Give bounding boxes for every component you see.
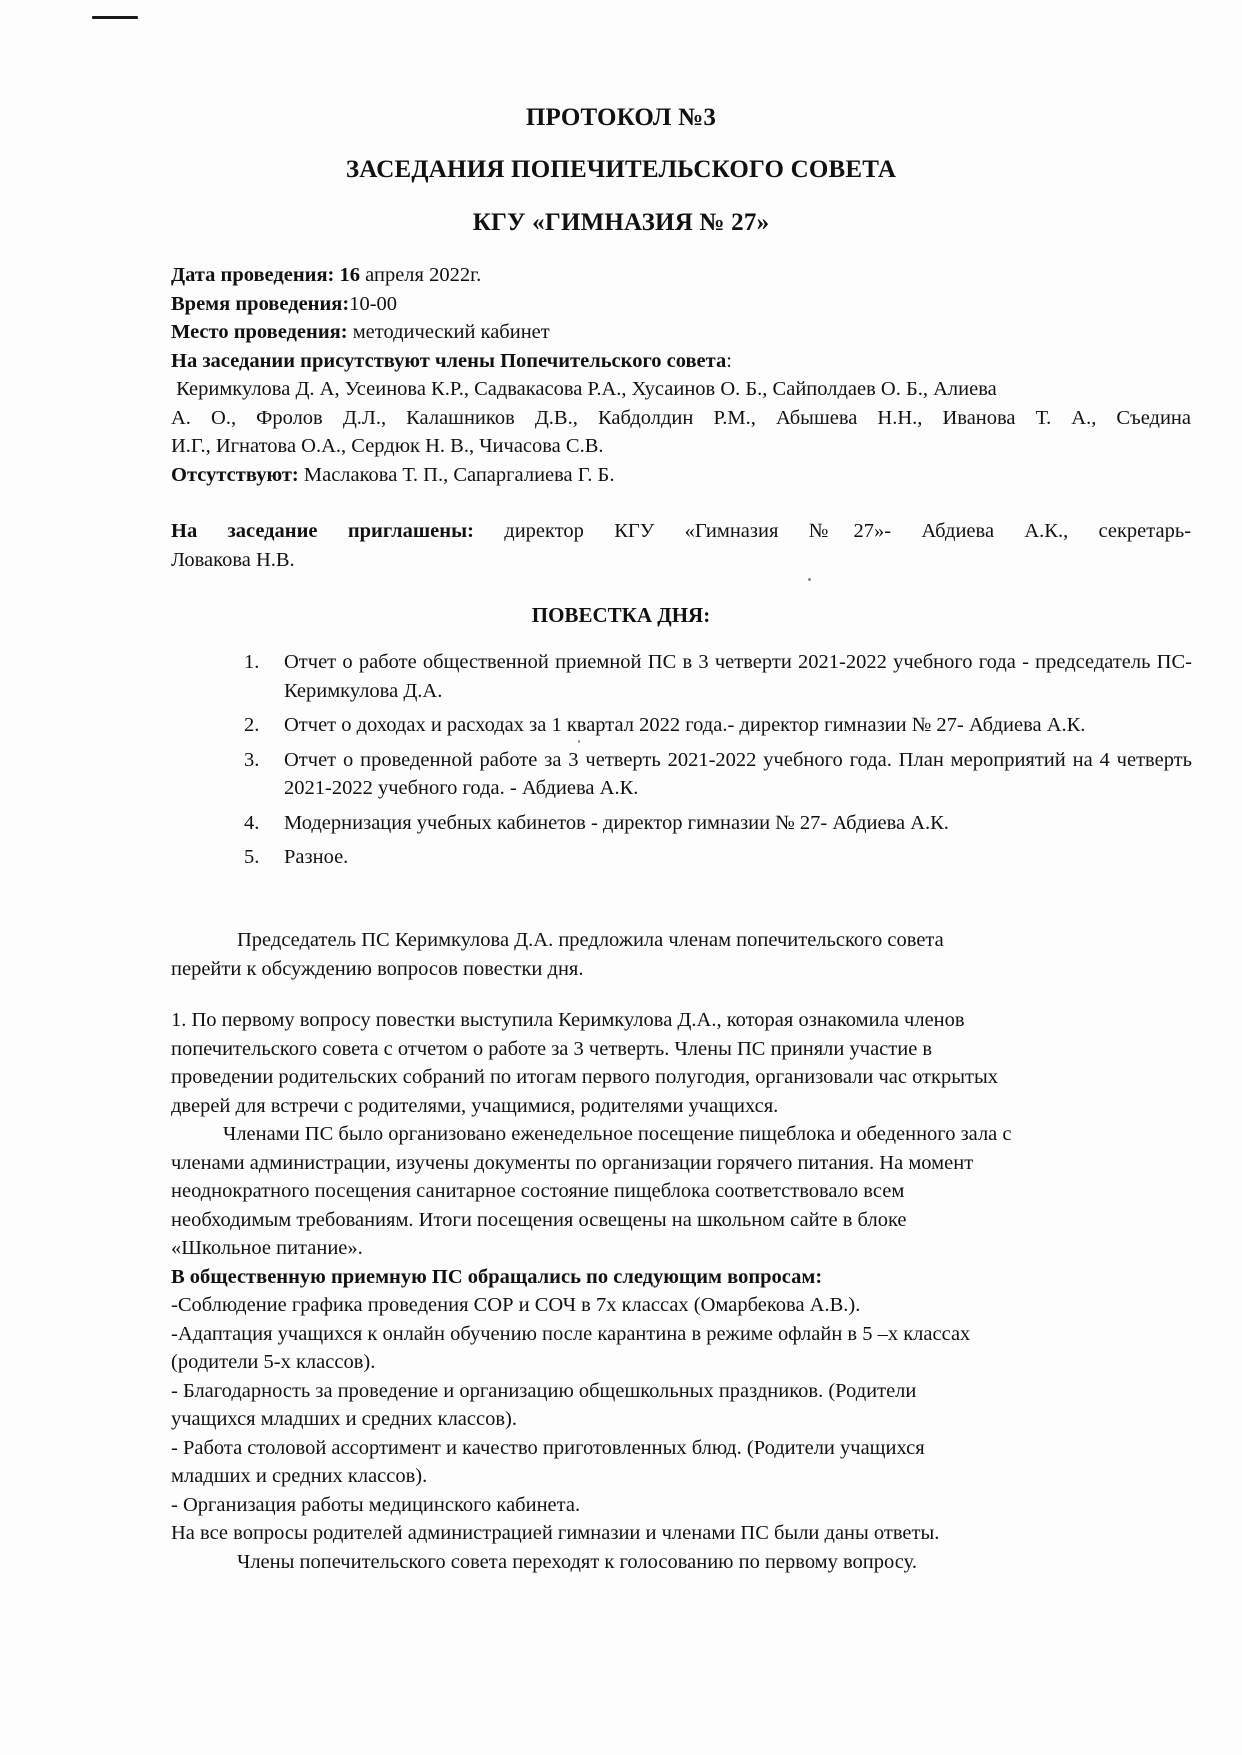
invited-line-2: Ловакова Н.В. xyxy=(171,548,295,571)
agenda-item xyxy=(244,711,1192,740)
present-line: И.Г., Игнатова О.А., Сердюк Н. В., Чичасова С.В. xyxy=(171,435,604,457)
agenda-number: 2. xyxy=(244,714,260,736)
present-line: Керимкулова Д. А, Усеинова К.Р., Садвакасова Р.А., Хусаинов О. Б., Сайполдаев О. Б., Алиева xyxy=(171,378,997,400)
absent-label: Отсутствуют: xyxy=(171,463,299,486)
place-line xyxy=(171,318,1191,347)
date-rest: апреля 2022г. xyxy=(365,264,482,286)
present-label: На заседании присутствуют члены Попечительского совета xyxy=(171,349,727,372)
invited-value: директор КГУ «Гимназия №27»- Абдиева А.К., секретарь- xyxy=(504,520,1192,542)
date-label: Дата проведения: xyxy=(171,264,335,286)
reception-line: -Соблюдение графика проведения СОР и СОЧ в 7х классах (Омарбекова А.В.). xyxy=(171,1294,861,1316)
question-1-paragraph xyxy=(171,1006,1191,1576)
chair-paragraph xyxy=(171,926,1191,983)
time-label: Время проведения: xyxy=(171,292,350,315)
reception-line: (родители 5-х классов). xyxy=(171,1351,376,1373)
agenda-item xyxy=(244,843,1192,872)
paragraph-line: неоднократного посещения санитарное состояние пищеблока соответствовало всем xyxy=(171,1180,905,1202)
present-heading xyxy=(171,347,1191,376)
invited-label: На заседание приглашены: xyxy=(171,520,474,542)
reception-line: - Организация работы медицинского кабинета. xyxy=(171,1493,581,1516)
chair-line: перейти к обсуждению вопросов повестки дня. xyxy=(171,957,584,980)
agenda-number: 3. xyxy=(244,748,260,771)
present-colon: : xyxy=(726,349,732,372)
meeting-title: ЗАСЕДАНИЯ ПОПЕЧИТЕЛЬСКОГО СОВЕТА xyxy=(345,156,897,183)
reception-line: - Работа столовой ассортимент и качество приготовленных блюд. (Родители учащихся xyxy=(171,1436,925,1459)
agenda-number: 5. xyxy=(244,846,260,868)
chair-line: Председатель ПС Керимкулова Д.А. предложила членам попечительского совета xyxy=(237,929,944,951)
meta-block xyxy=(171,261,1191,489)
paragraph-line: проведении родительских собраний по итогам первого полугодия, организовали час открытых xyxy=(171,1066,998,1088)
reception-line: младших и средних классов). xyxy=(171,1465,428,1487)
date-line xyxy=(171,261,1191,290)
reception-line: учащихся младших и средних классов). xyxy=(171,1408,517,1430)
organization-title: КГУ «ГИМНАЗИЯ № 27» xyxy=(472,209,770,236)
time-value: 10-00 xyxy=(349,292,398,315)
reception-line: -Адаптация учащихся к онлайн обучению после карантина в режиме офлайн в 5 –х классах xyxy=(171,1322,971,1345)
present-line: А. О., Фролов Д.Л., Калашников Д.В., Кабдолдин Р.М., Абышева Н.Н., Иванова Т. А., Съедина xyxy=(171,406,1191,429)
paragraph-line: «Школьное питание». xyxy=(171,1237,363,1259)
paragraph-line: 1. По первому вопросу повестки выступила Керимкулова Д.А., которая ознакомила членов xyxy=(171,1009,965,1031)
agenda-text: Отчет о доходах и расходах за 1 квартал 2022 года.- директор гимназии № 27- Абдиева А.К. xyxy=(284,714,1086,736)
agenda-title: ПОВЕСТКА ДНЯ: xyxy=(531,603,711,627)
vote-line: Члены попечительского совета переходят к голосованию по первому вопросу. xyxy=(237,1550,917,1573)
place-label: Место проведения: xyxy=(171,321,348,343)
agenda-item xyxy=(244,809,1192,838)
reception-line: На все вопросы родителей администрацией гимназии и членами ПС были даны ответы. xyxy=(171,1522,940,1544)
scan-speck xyxy=(808,578,811,581)
absent-line xyxy=(171,461,1191,490)
absent-value: Маслакова Т. П., Сапаргалиева Г. Б. xyxy=(303,463,615,486)
agenda-item xyxy=(244,648,1192,705)
scan-mark xyxy=(92,16,138,19)
time-line xyxy=(171,290,1191,319)
place-value: методический кабинет xyxy=(352,321,550,343)
agenda-item xyxy=(244,746,1192,803)
agenda-list xyxy=(244,648,1192,878)
paragraph-line: необходимым требованиям. Итоги посещения освещены на школьном сайте в блоке xyxy=(171,1208,907,1231)
agenda-number: 4. xyxy=(244,811,260,834)
paragraph-line: Членами ПС было организовано еженедельное посещение пищеблока и обеденного зала с xyxy=(223,1123,1012,1145)
agenda-number: 1. xyxy=(244,651,260,673)
agenda-text: Разное. xyxy=(284,846,349,868)
agenda-text: Отчет о проведенной работе за 3 четверть 2021-2022 учебного года. План мероприятий на 4 четверть 2021-2022 учебного года. - Абдиева А.К. xyxy=(284,748,1192,799)
invited-line xyxy=(171,517,1191,546)
paragraph-line: членами администрации, изучены документы по организации горячего питания. На момент xyxy=(171,1151,974,1174)
protocol-title: ПРОТОКОЛ №3 xyxy=(525,104,717,131)
reception-line: - Благодарность за проведение и организацию общешкольных праздников. (Родители xyxy=(171,1379,917,1402)
reception-heading: В общественную приемную ПС обращались по следующим вопросам: xyxy=(171,1265,823,1288)
agenda-text: Отчет о работе общественной приемной ПС в 3 четверти 2021-2022 учебного года - председатель ПС- Керимкулова Д.А. xyxy=(284,651,1192,702)
paragraph-line: дверей для встречи с родителями, учащимися, родителями учащихся. xyxy=(171,1094,779,1117)
paragraph-line: попечительского совета с отчетом о работе за 3 четверть. Члены ПС приняли участие в xyxy=(171,1037,933,1060)
agenda-text: Модернизация учебных кабинетов - директор гимназии № 27- Абдиева А.К. xyxy=(284,811,949,834)
invited-block xyxy=(171,517,1191,574)
date-day: 16 xyxy=(339,264,361,286)
